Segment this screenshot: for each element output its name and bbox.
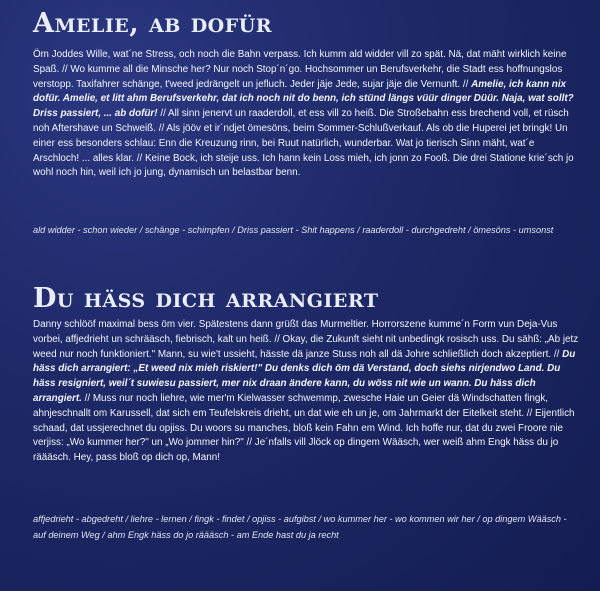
song-title-amelie: Amelie, ab dofür [33, 8, 273, 39]
lyrics-verse: // All sinn jenervt un raaderdoll, et ess vill zo heiß. Die Stroßebahn ess brechend voll, et rüsch noh Aftershave un Schweiß. // Als jööv et ir´ndjet ömesöns, beim Sommer-Schlußverkauf. Als ob die Huperei jet bringk! Un einer ess besonders schlau: Enn die Kreuzung rinn, bei Ruut natürlich, wunderbar. Wat jo tierisch Sinn mäht, wat´e Arschloch! ... alles klar. // Keine Bock, ich steije uss. Ich hann kein Loss mieh, ich jonn zo Fooß. Die drei Statione krie´sch jo wohl noch hin, weil ich jo jung, dynamisch un belastbar benn. [33, 108, 574, 179]
lyrics-verse: Danny schlööf maximal bess öm vier. Spätestens dann grüßt das Murmeltier. Horrorszene kumme´n Form vun Deja-Vus vorbei, affjedrieht un schrääsch, fiebrisch, kalt un heiß. // Okay, die Zukunft sieht nit unbedingk rosisch uss. Du sähß: „Ab jetz weed nur noch funktioniert." Mann, su wie't ussieht, hässte dä janze Stuss noh all dä Johre schließlich doch akzeptiert. // [33, 319, 579, 360]
lyrics-chorus: Amelie, ich kann nix dofür. Amelie, et litt ahm Berufsverkehr, dat ich noch nit do benn, ich stünd längs vüür dinger Düür. Naja, wat sollt? Driss passiert, ... ab dofür! [33, 78, 574, 120]
lyrics-body-arrangiert [33, 318, 581, 466]
song-title-arrangiert: Du häss dich arrangiert [33, 283, 379, 314]
lyrics-chorus: Du häss dich arrangiert: „Et weed nix mieh riskiert!" Du denks dich öm dä Verstand, doch siehs nirjendwo Land. Du häss resigniert, weil´t suwiesu passiert, mer nix draan ändere kann, du wöss nit wie un wann. Du häss dich arrangiert. [33, 348, 576, 404]
lyrics-body-amelie [33, 48, 581, 181]
glossary-arrangiert: affjedrieht - abgedreht / liehre - lernen / fingk - findet / opjiss - aufgibst / wo kummer her - wo kommen wir her / op dingem Wääsch - auf deinem Weg / ahm Engk häss do jo räääsch - am Ende hast du ja recht [33, 514, 567, 540]
lyrics-verse: Öm Joddes Wille, wat´ne Stress, och noch die Bahn verpass. Ich kumm ald widder vill zo spät. Nä, dat mäht wirklich keine Spaß. // Wo kumme all die Minsche her? Nur noch Stop´n´go. Hochsommer un Berufsverkehr, die Stadt ess hoffnungslos verstopp. Taxifahrer schänge, t'weed jedrängelt un jefluch. Jeder jäje Jede, sujar jäje die Vernunft. // [33, 49, 567, 90]
lyrics-verse: // Muss nur noch liehre, wie mer'm Kielwasser schwemmp, zwesche Haie un Geier dä Windschatten fingk, ahnjeschnallt om Karussell, dat sich em Teufelskreis drieht, un dat wie eh un je, om Jahrmarkt der Eitelkeit steht. // Eijentlich schaad, dat ussjerechnet du opjiss. Du woors su manches, bloß kein Fahn em Wind. Ich hoffe nur, dat du zwei Froore nie verjiss: „Wo kummer her?" un „Wo jommer hin?" // Je´nfalls vill Jlöck op dingem Wääsch, wer weiß ahm Engk häss du jo räääsch. Hey, pass bloß op dich op, Mann! [33, 392, 575, 464]
glossary-amelie: ald widder - schon wieder / schänge - schimpfen / Driss passiert - Shit happens / raaderdoll - durchgedreht / ömesöns - umsonst [33, 225, 554, 235]
